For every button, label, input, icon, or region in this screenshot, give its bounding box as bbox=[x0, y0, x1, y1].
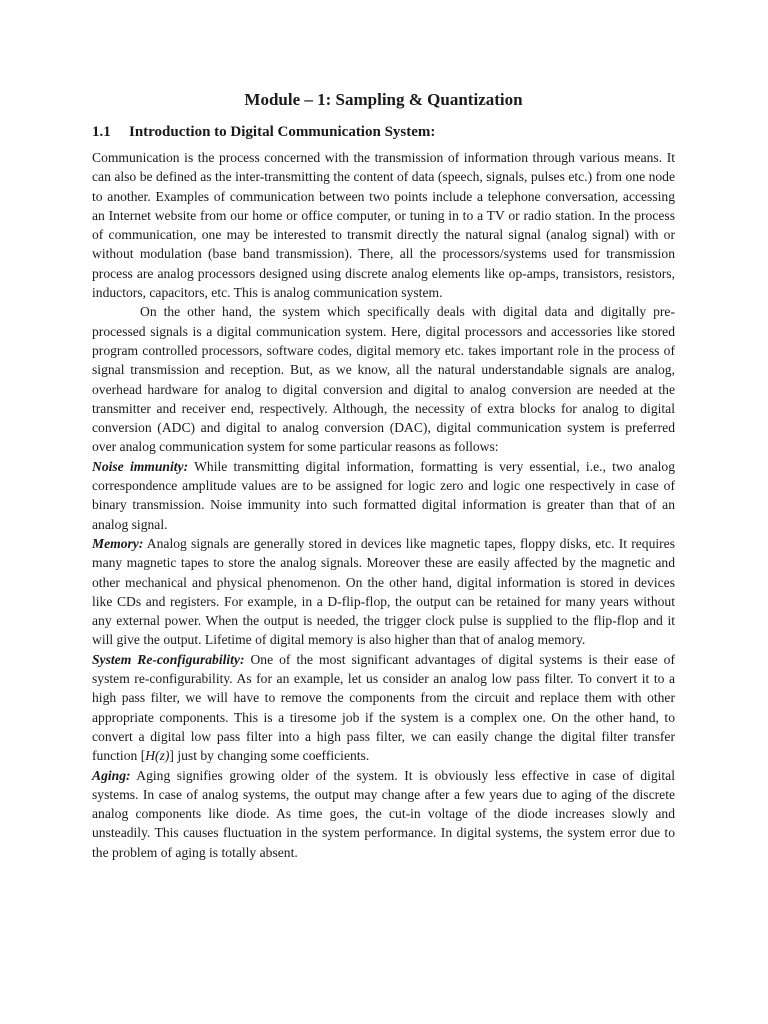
section-heading bbox=[92, 121, 675, 143]
aging-lead: Aging: bbox=[92, 767, 131, 783]
noise-immunity-text: While transmitting digital information, formatting is very essential, i.e., two analog correspondence amplitude values are to be assigned for logic zero and logic one respectively in case of binary transmission. Noise immunity into such formatted digital information is greater than that of an analog signal. bbox=[92, 458, 675, 532]
module-title: Module – 1: Sampling & Quantization bbox=[244, 90, 523, 109]
aging-paragraph bbox=[92, 766, 675, 862]
reconfigurability-text-after: ] just by changing some coefficients. bbox=[169, 748, 370, 764]
reconfigurability-text-before: One of the most significant advantages of digital systems is their ease of system re-configurability. As for an example, let us consider an analog low pass filter. To convert it to a high pass filter, we will have to remove the components from the circuit and replace them with other appropriate components. This is a tiresome job if the system is a complex one. On the other hand, to convert a digital low pass filter into a high pass filter, we can easily change the digital filter transfer function [ bbox=[92, 651, 675, 764]
intro-paragraph: Communication is the process concerned with the transmission of information through various means. It can also be defined as the inter-transmitting the content of data (speech, signals, pulses etc.) from one node to another. Examples of communication between two points include a telephone conversation, accessing an Internet website from our home or office computer, or tuning in to a TV or radio station. In the process of communication, one may be interested to transmit directly the natural signal (analog signal) with or without modulation (base band transmission). There, all the processors/systems used for transmission process are analog processors designed using discrete analog elements like op-amps, transistors, resistors, inductors, capacitors, etc. This is analog communication system. bbox=[92, 150, 675, 301]
memory-text: Analog signals are generally stored in devices like magnetic tapes, floppy disks, etc. It requires many magnetic tapes to store the analog signals. Moreover these are easily affected by the magnetic and other mechanical and physical phenomenon. On the other hand, digital information is stored in devices like CDs and registers. For example, in a D-flip-flop, the output can be retained for many years without any external power. When the output is needed, the trigger clock pulse is supplied to the flip-flop and it will give the output. Lifetime of digital memory is also higher than that of analog memory. bbox=[92, 535, 675, 648]
document-page bbox=[92, 88, 675, 862]
memory-paragraph bbox=[92, 534, 675, 650]
digital-system-paragraph: On the other hand, the system which specifically deals with digital data and digitally pre-processed signals is a digital communication system. Here, digital processors and accessories like stored program controlled processors, software codes, digital memory etc. takes important role in the process of signal transmission and reception. But, as we know, all the natural understandable signals are analog, overhead hardware for analog to digital conversion and digital to analog conversion are needed at the transmitter and receiver end, respectively. Although, the necessity of extra blocks for analog to digital conversion (ADC) and digital to analog conversion (DAC), digital communication system is preferred over analog communication system for some particular reasons as follows: bbox=[92, 304, 675, 455]
reconfigurability-paragraph bbox=[92, 650, 675, 766]
section-number: 1.1 bbox=[92, 124, 111, 140]
section-title: Introduction to Digital Communication System: bbox=[129, 124, 436, 140]
noise-immunity-lead: Noise immunity: bbox=[92, 458, 189, 474]
reconfigurability-lead: System Re-configurability: bbox=[92, 651, 245, 667]
aging-text: Aging signifies growing older of the system. It is obviously less effective in case of digital systems. In case of analog systems, the output may change after a few years due to aging of the discrete analog components like diode. As time goes, the cut-in voltage of the diode increases slowly and unsteadily. This causes fluctuation in the system performance. In digital systems, the system error due to the problem of aging is totally absent. bbox=[92, 767, 675, 860]
noise-immunity-paragraph bbox=[92, 457, 675, 534]
transfer-function-symbol: H(z) bbox=[145, 748, 170, 764]
memory-lead: Memory: bbox=[92, 535, 144, 551]
